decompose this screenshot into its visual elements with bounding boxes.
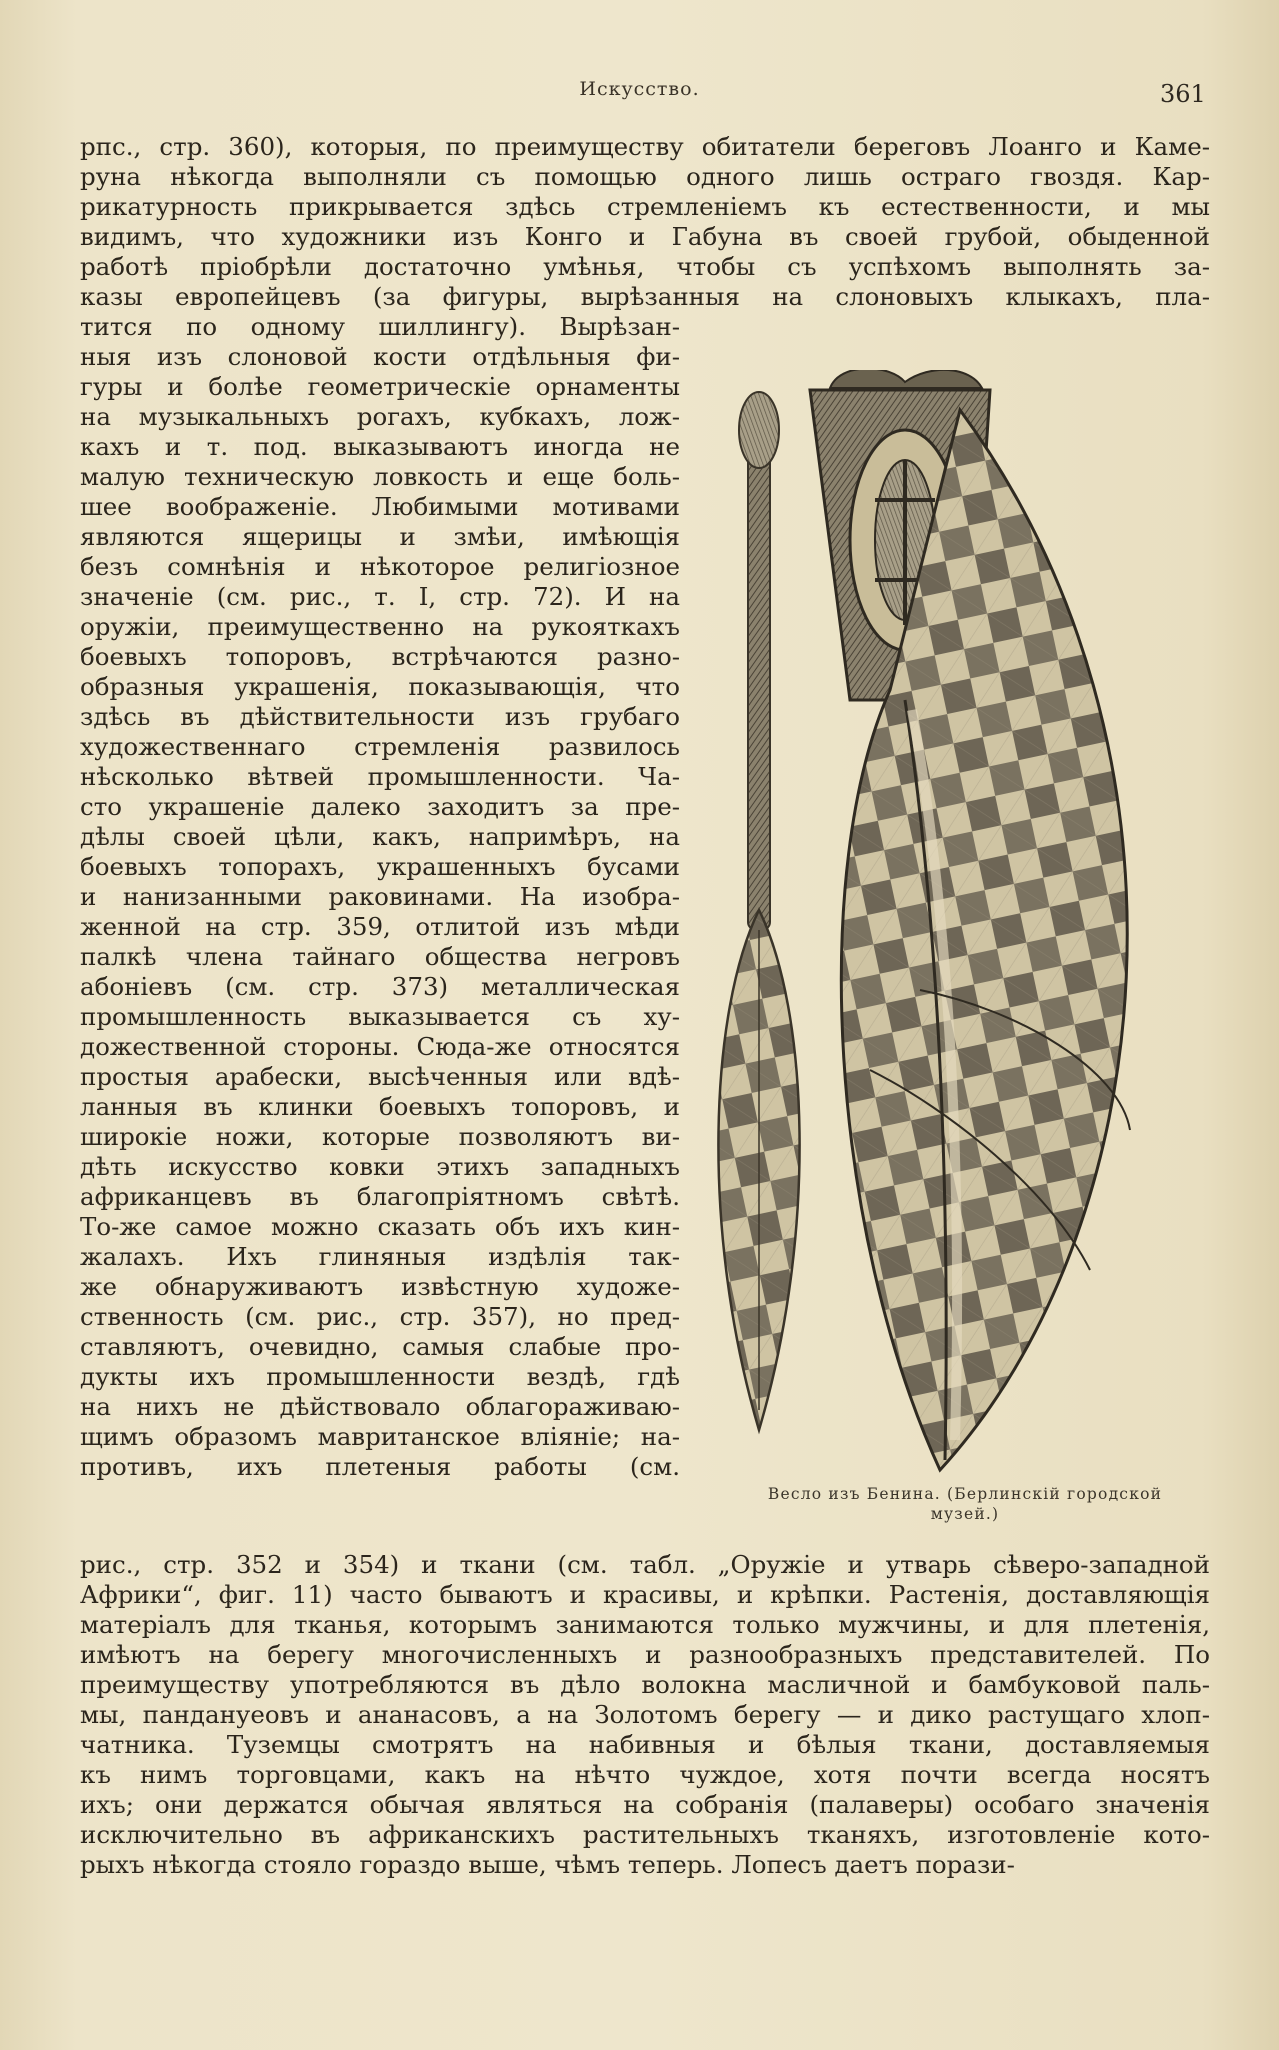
text-line: мы, пандануеовъ и ананасовъ, а на Золотомъ берегу — и дико растущаго хлоп- [80, 1700, 1210, 1729]
text-line: значеніе (см. рис., т. I, стр. 72). И на [80, 582, 680, 611]
text-line: шее воображеніе. Любимыми мотивами [80, 492, 680, 521]
text-line: тится по одному шиллингу). Вырѣзан- [80, 312, 680, 341]
running-title: Искусство. [579, 78, 700, 100]
text-line: къ нимъ торговцами, какъ на нѣчто чуждое, хотя почти всегда носятъ [80, 1760, 1210, 1789]
text-line: кахъ и т. под. выказываютъ иногда не [80, 432, 680, 461]
text-line: рыхъ нѣкогда стояло гораздо выше, чѣмъ теперь. Лопесъ даетъ порази- [80, 1850, 1015, 1879]
caption-line: Весло изъ Бенина. (Берлинскій городской [767, 1485, 1163, 1503]
small-paddle [718, 392, 799, 1430]
text-line: художественнаго стремленія развилось [80, 732, 680, 761]
text-line: и нанизанными раковинами. На изобра- [80, 882, 680, 911]
paddle-illustration [690, 370, 1230, 1480]
text-line: противъ, ихъ плетеныя работы (см. [80, 1452, 680, 1481]
text-line: промышленность выказывается съ ху- [80, 1002, 680, 1031]
text-line: рикатурность прикрывается здѣсь стремленіемъ къ естественности, и мы [80, 192, 1210, 221]
text-line: ственность (см. рис., стр. 357), но пред- [80, 1302, 680, 1331]
text-line: абоніевъ (см. стр. 373) металлическая [80, 972, 680, 1001]
text-line: дѣть искусство ковки этихъ западныхъ [80, 1152, 680, 1181]
text-line: ныя изъ слоновой кости отдѣльныя фи- [80, 342, 680, 371]
text-line: широкіе ножи, которые позволяютъ ви- [80, 1122, 680, 1151]
text-line: дукты ихъ промышленности вездѣ, гдѣ [80, 1362, 680, 1391]
text-line: матеріалъ для тканья, которымъ занимаются только мужчины, и для плетенія, [80, 1610, 1210, 1639]
text-line: дѣлы своей цѣли, какъ, напримѣръ, на [80, 822, 680, 851]
text-line: являются ящерицы и змѣи, имѣющія [80, 522, 680, 551]
text-line: женной на стр. 359, отлитой изъ мѣди [80, 912, 680, 941]
text-line: дожественной стороны. Сюда-же относятся [80, 1032, 680, 1061]
text-line: оружіи, преимущественно на рукояткахъ [80, 612, 680, 641]
text-line: щимъ образомъ мавританское вліяніе; на- [80, 1422, 680, 1451]
large-paddle [810, 370, 1130, 1470]
text-line: жалахъ. Ихъ глиняныя издѣлія так- [80, 1242, 680, 1271]
text-line: чатника. Туземцы смотрятъ на набивныя и бѣлыя ткани, доставляемыя [80, 1730, 1210, 1759]
text-line: ланныя въ клинки боевыхъ топоровъ, и [80, 1092, 680, 1121]
text-line: сто украшеніе далеко заходитъ за пре- [80, 792, 680, 821]
text-line: ставляютъ, очевидно, самыя слабые про- [80, 1332, 680, 1361]
text-line: То-же самое можно сказать объ ихъ кин- [80, 1212, 680, 1241]
text-line: рис., стр. 352 и 354) и ткани (см. табл. „Оружіе и утварь сѣверо-западной [80, 1550, 1210, 1579]
text-line: малую техническую ловкость и еще боль- [80, 462, 680, 491]
text-line: гуры и болѣе геометрическіе орнаменты [80, 372, 680, 401]
text-line: боевыхъ топоровъ, встрѣчаются разно- [80, 642, 680, 671]
text-line: на музыкальныхъ рогахъ, кубкахъ, лож- [80, 402, 680, 431]
text-line: здѣсь въ дѣйствительности изъ грубаго [80, 702, 680, 731]
text-line: африканцевъ въ благопріятномъ свѣтѣ. [80, 1182, 680, 1211]
text-line: на нихъ не дѣйствовало облагораживаю- [80, 1392, 680, 1421]
text-line: имѣютъ на берегу многочисленныхъ и разнообразныхъ представителей. По [80, 1640, 1210, 1669]
text-line: исключительно въ африканскихъ растительныхъ тканяхъ, изготовленіе кото- [80, 1820, 1210, 1849]
text-line: образныя украшенія, показывающія, что [80, 672, 680, 701]
figure-caption [700, 1484, 1230, 1524]
text-line: ихъ; они держатся обычая являться на собранія (палаверы) особаго значенія [80, 1790, 1210, 1819]
text-line: же обнаруживаютъ извѣстную художе- [80, 1272, 680, 1301]
text-line: казы европейцевъ (за фигуры, вырѣзанныя на слоновыхъ клыкахъ, пла- [80, 282, 1210, 311]
text-line: простыя арабески, высѣченныя или вдѣ- [80, 1062, 680, 1091]
text-line: палкѣ члена тайнаго общества негровъ [80, 942, 680, 971]
page-number: 361 [1160, 80, 1206, 108]
text-line: Африки“, фиг. 11) часто бываютъ и красивы, и крѣпки. Растенія, доставляющія [80, 1580, 1210, 1609]
text-line: нѣсколько вѣтвей промышленности. Ча- [80, 762, 680, 791]
text-line: видимъ, что художники изъ Конго и Габуна въ своей грубой, обыденной [80, 222, 1210, 251]
text-line: руна нѣкогда выполняли съ помощью одного лишь остраго гвоздя. Кар- [80, 162, 1210, 191]
caption-line: музей.) [930, 1505, 1000, 1523]
text-line: безъ сомнѣнія и нѣкоторое религіозное [80, 552, 680, 581]
text-line: преимуществу употребляются въ дѣло волокна масличной и бамбуковой паль- [80, 1670, 1210, 1699]
text-line: рпс., стр. 360), которыя, по преимуществу обитатели береговъ Лоанго и Каме- [80, 132, 1210, 161]
text-line: боевыхъ топорахъ, украшенныхъ бусами [80, 852, 680, 881]
text-line: работѣ пріобрѣли достаточно умѣнья, чтобы съ успѣхомъ выполнять за- [80, 252, 1210, 281]
